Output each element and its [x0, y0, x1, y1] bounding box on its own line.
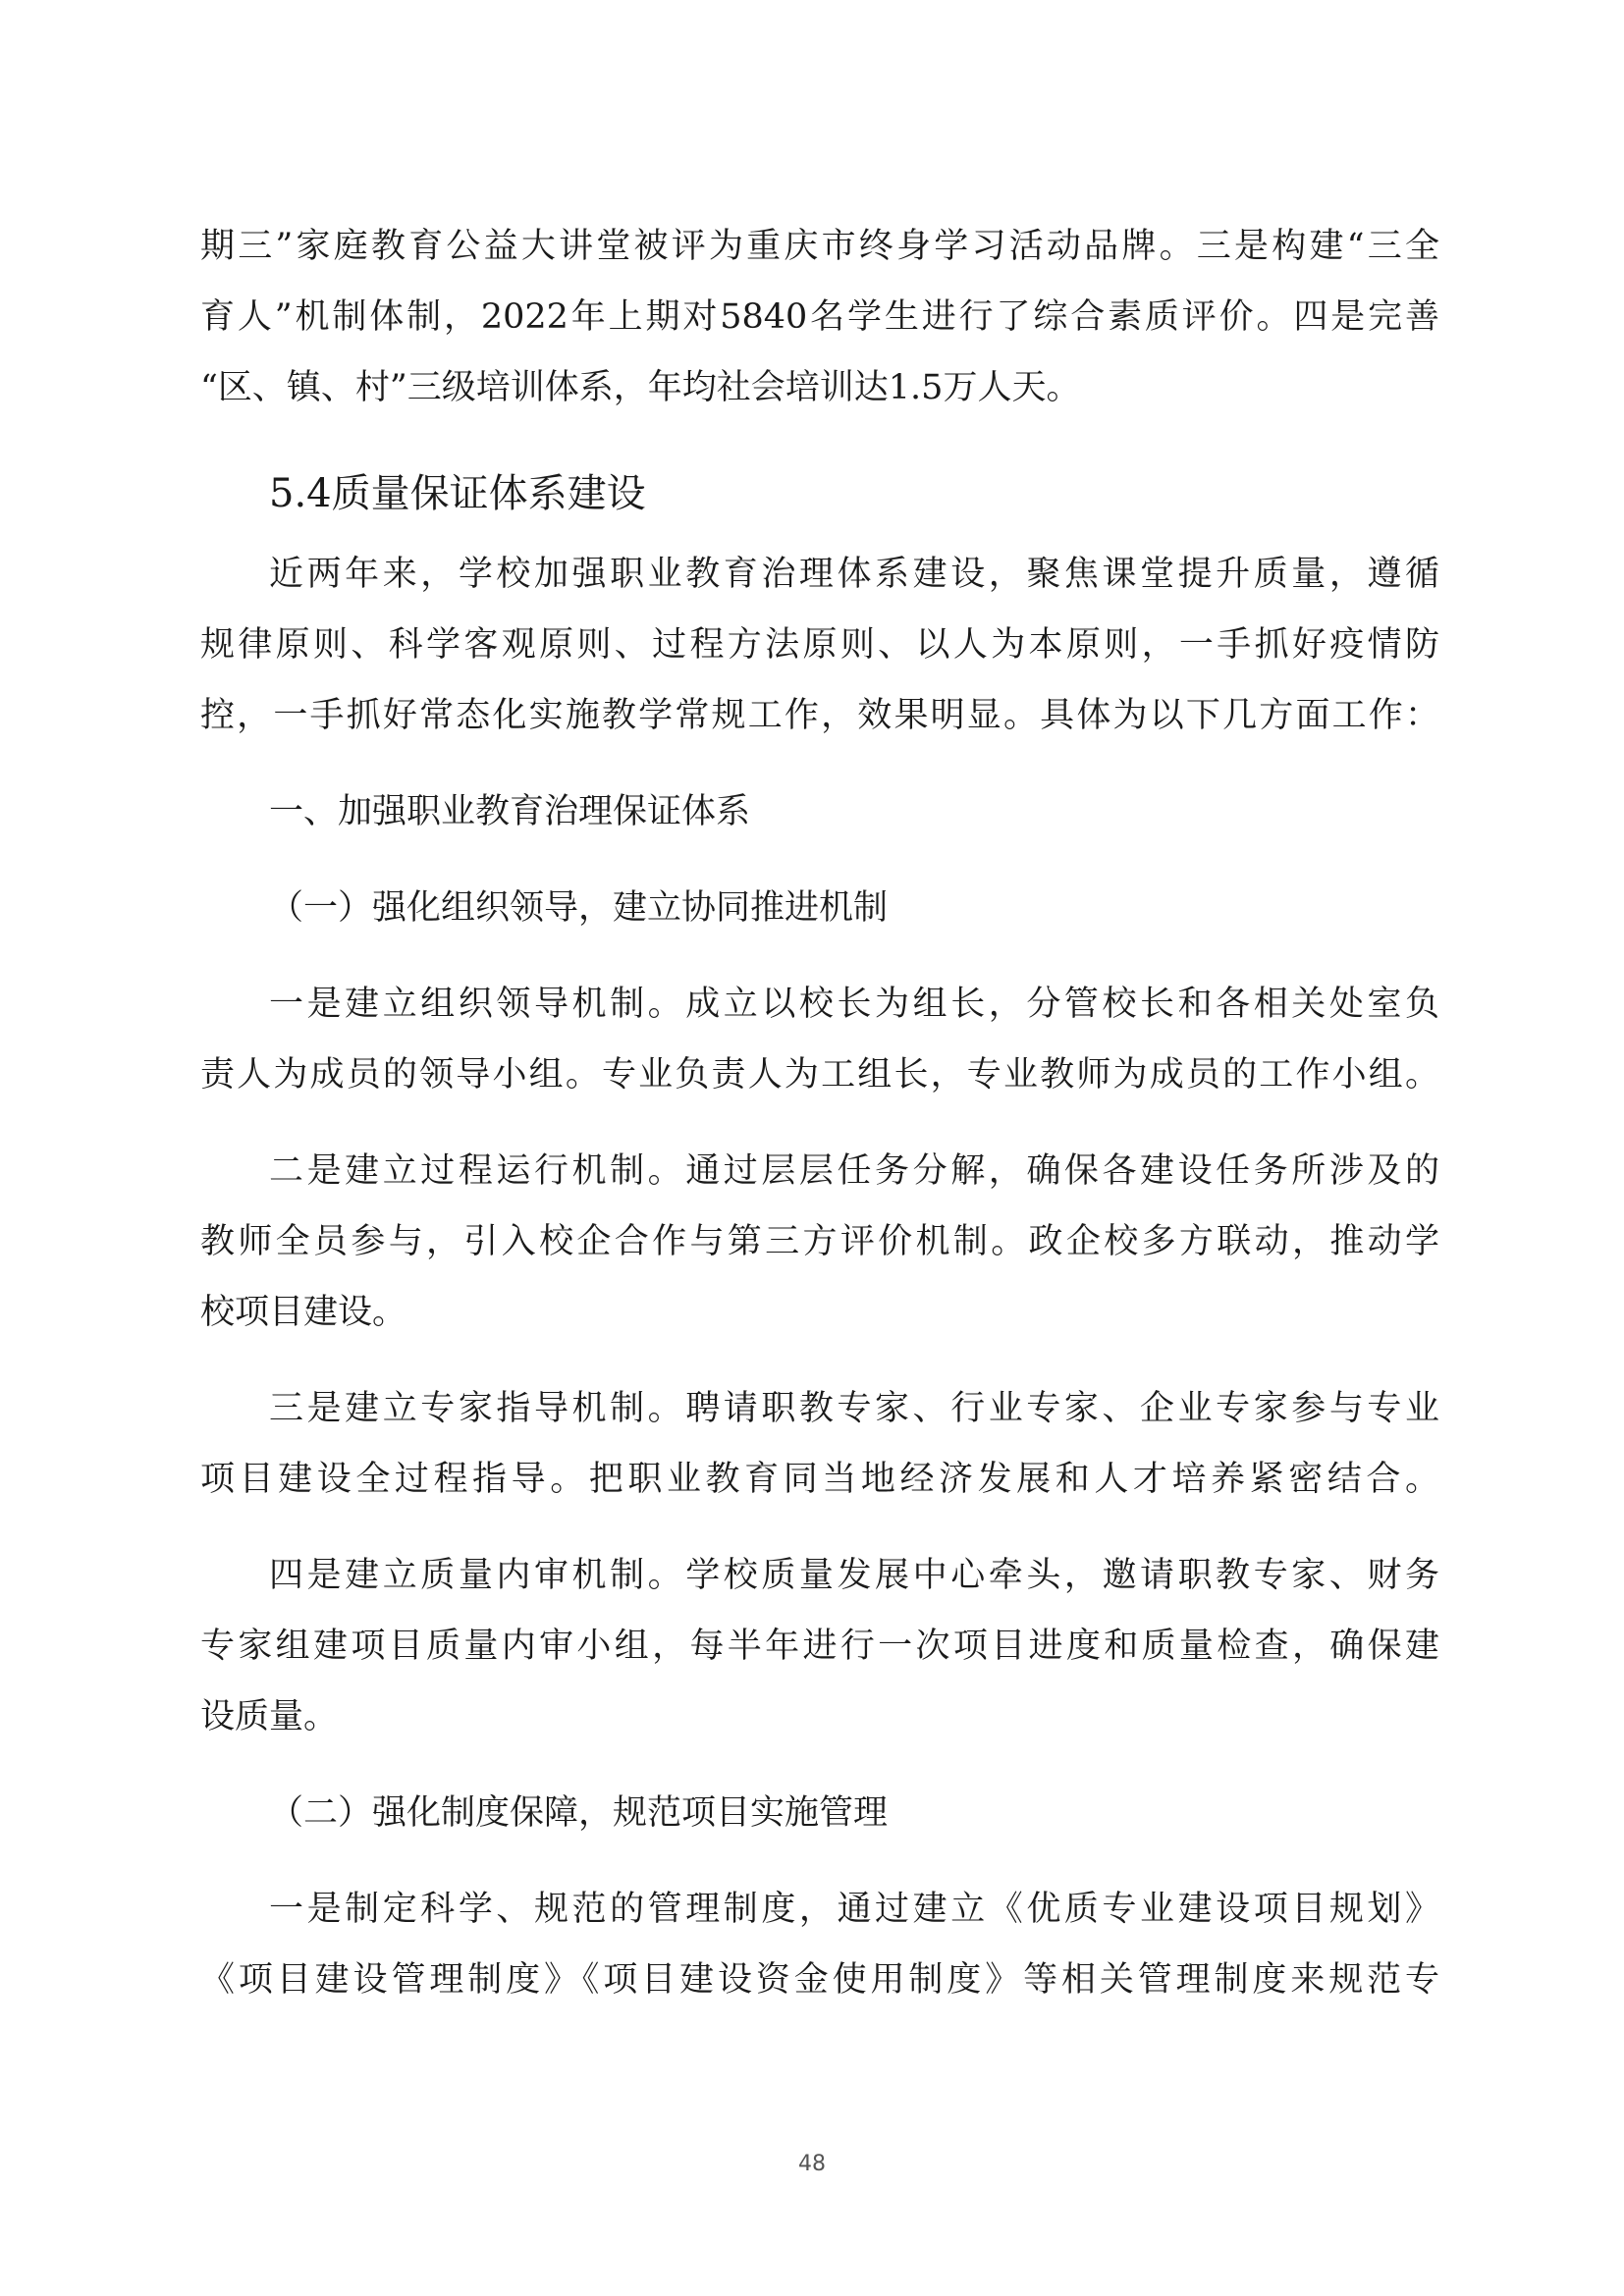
paragraph-line: 近两年来，学校加强职业教育治理体系建设，聚焦课堂提升质量，遵循 [269, 555, 1439, 594]
paragraph-line: 期三”家庭教育公益大讲堂被评为重庆市终身学习活动品牌。三是构建“三全 [200, 227, 1439, 266]
paragraph-line: “区、镇、村”三级培训体系，年均社会培训达1.5万人天。 [200, 368, 1081, 407]
paragraph-line: 教师全员参与，引入校企合作与第三方评价机制。政企校多方联动，推动学 [200, 1222, 1439, 1261]
paragraph-line: 育人”机制体制，2022年上期对5840名学生进行了综合素质评价。四是完善 [200, 297, 1439, 337]
paragraph-line: 控，一手抓好常态化实施教学常规工作，效果明显。具体为以下几方面工作： [200, 696, 1439, 735]
body-text [200, 211, 1439, 2015]
paragraph-line: 责人为成员的领导小组。专业负责人为工组长，专业教师为成员的工作小组。 [200, 1055, 1439, 1095]
subheading: 一、加强职业教育治理保证体系 [269, 792, 751, 831]
paragraph-line: 一是建立组织领导机制。成立以校长为组长，分管校长和各相关处室负 [269, 985, 1439, 1024]
page-number: 48 [798, 2152, 826, 2176]
paragraph-line: 项目建设全过程指导。把职业教育同当地经济发展和人才培养紧密结合。 [200, 1460, 1439, 1499]
paragraph-line: 专家组建项目质量内审小组，每半年进行一次项目进度和质量检查，确保建 [200, 1627, 1439, 1666]
subheading: （一）强化组织领导，建立协同推进机制 [269, 888, 889, 928]
paragraph-line: 规律原则、科学客观原则、过程方法原则、以人为本原则，一手抓好疫情防 [200, 625, 1439, 665]
paragraph-line: 二是建立过程运行机制。通过层层任务分解，确保各建设任务所涉及的 [269, 1151, 1439, 1191]
paragraph-line: 设质量。 [200, 1697, 339, 1736]
paragraph-line: 三是建立专家指导机制。聘请职教专家、行业专家、企业专家参与专业 [269, 1389, 1439, 1428]
subheading: （二）强化制度保障，规范项目实施管理 [269, 1793, 889, 1833]
paragraph-line: 《项目建设管理制度》《项目建设资金使用制度》等相关管理制度来规范专 [200, 1960, 1439, 2000]
paragraph-line: 校项目建设。 [200, 1293, 407, 1332]
paragraph-line: 四是建立质量内审机制。学校质量发展中心牵头，邀请职教专家、财务 [269, 1556, 1439, 1595]
paragraph-line: 一是制定科学、规范的管理制度，通过建立《优质专业建设项目规划》 [269, 1890, 1439, 1929]
section-heading: 5.4质量保证体系建设 [269, 471, 646, 516]
